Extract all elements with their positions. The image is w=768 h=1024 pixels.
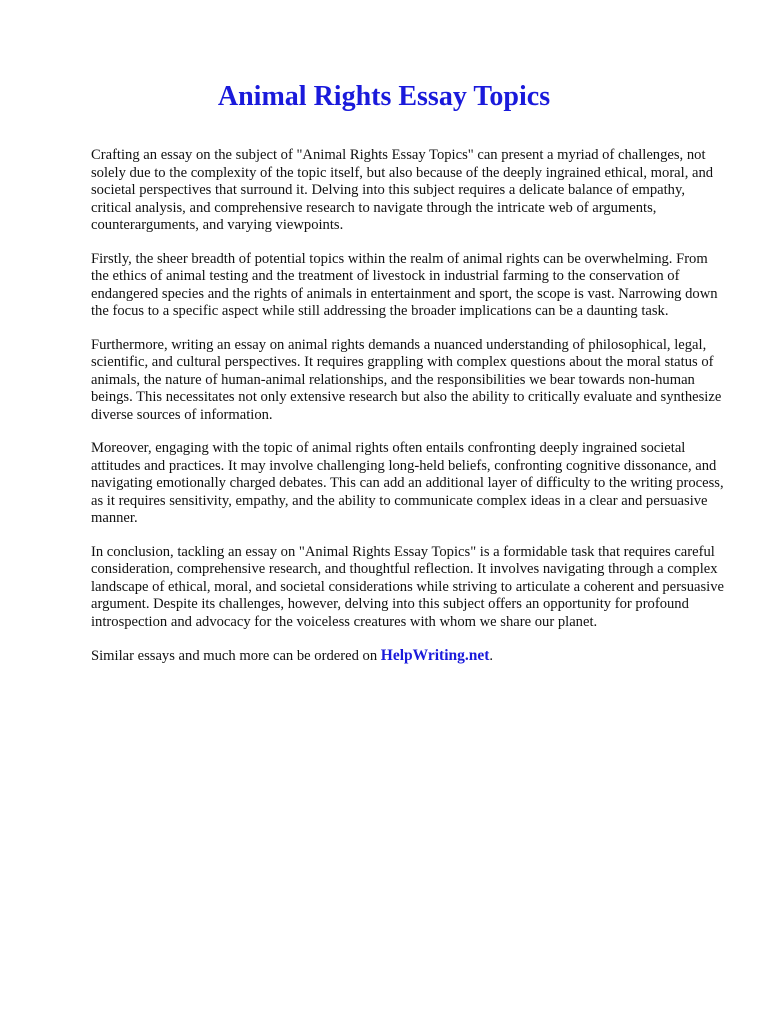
page-title: Animal Rights Essay Topics — [217, 81, 551, 112]
footer-suffix: . — [489, 648, 494, 664]
helpwriting-link[interactable]: HelpWriting.net — [380, 647, 490, 664]
paragraph-intro: Crafting an essay on the subject of "Animal Rights Essay Topics" can present a myriad of challenges, not solely due to the complexity of the topic itself, but also because of the deeply ingrained ethical, moral, and societal perspectives that surround it. Delving into this subject requires a delicate balance of empathy, critical analysis, and comprehensive research to navigate through the intricate web of arguments, counterarguments, and varying viewpoints. — [91, 147, 714, 233]
paragraph-conclusion: In conclusion, tackling an essay on "Animal Rights Essay Topics" is a formidable task that requires careful consideration, comprehensive research, and thoughtful reflection. It involves navigating through a complex landscape of ethical, moral, and societal considerations while striving to articulate a coherent and persuasive argument. Despite its challenges, however, delving into this subject offers an opportunity for profound introspection and advocacy for the voiceless creatures with whom we share our planet. — [91, 543, 724, 630]
paragraph-breadth: Firstly, the sheer breadth of potential topics within the realm of animal rights can be overwhelming. From the ethics of animal testing and the treatment of livestock in industrial farming to the conservation of endangered species and the rights of animals in entertainment and sport, the scope is vast. Narrowing down the focus to a specific aspect while still addressing the broader implications can be a daunting task. — [91, 250, 718, 319]
footer-line — [91, 647, 727, 666]
footer-prefix: Similar essays and much more can be ordered on — [91, 648, 381, 664]
essay-body — [91, 147, 727, 682]
paragraph-understanding: Furthermore, writing an essay on animal rights demands a nuanced understanding of philosophical, legal, scientific, and cultural perspectives. It requires grappling with complex questions about the moral status of animals, the nature of human-animal relationships, and the responsibilities we bear towards non-human beings. This necessitates not only extensive research but also the ability to critically evaluate and synthesize diverse sources of information. — [91, 336, 722, 423]
paragraph-engagement: Moreover, engaging with the topic of animal rights often entails confronting deeply ingrained societal attitudes and practices. It may involve challenging long-held beliefs, confronting cognitive dissonance, and navigating emotionally charged debates. This can add an additional layer of difficulty to the writing process, as it requires sensitivity, empathy, and the ability to communicate complex ideas in a clear and persuasive manner. — [91, 440, 724, 526]
